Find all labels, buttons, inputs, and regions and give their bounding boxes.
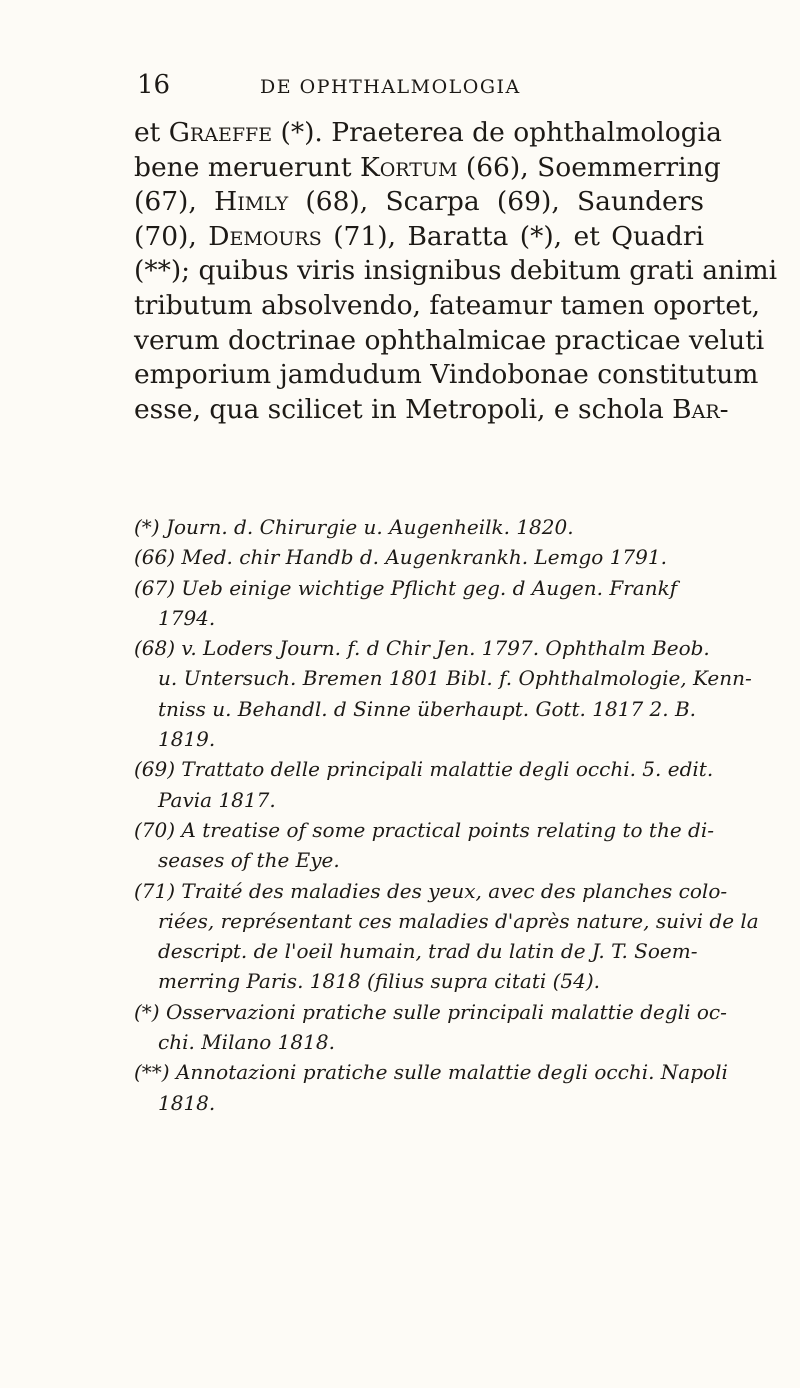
body-line-part: (**); quibus viris insignibus debitum grati animi (134, 255, 778, 287)
body-line-part: (70), (134, 220, 209, 252)
body-line-part: Himly (214, 186, 289, 218)
footnote-line: (66) Med. chir Handb d. Augenkrankh. Lemgo 1791. (134, 545, 667, 570)
body-line-part: Demours (208, 220, 322, 252)
footnote-line: 1794. (158, 605, 216, 630)
body-line-part: (67), (134, 186, 215, 218)
body-line (134, 393, 729, 428)
footnote-line: (**) Annotazioni pratiche sulle malattie degli occhi. Napoli (134, 1060, 728, 1085)
body-line-part: (66), Soemmerring (457, 151, 721, 183)
body-line-part: (68), Scarpa (69), Saunders (288, 186, 705, 218)
body-line-part: Graeffe (168, 117, 273, 148)
footnote-line: 1819. (158, 727, 216, 752)
body-line (134, 358, 759, 393)
body-line-part: esse, qua scilicet in Metropoli, e schola (134, 393, 673, 425)
footnote-line: 1818. (158, 1090, 216, 1115)
body-line (134, 185, 704, 220)
body-text (134, 116, 778, 427)
footnote-line: descript. de l'oeil humain, trad du latin de J. T. Soem- (158, 939, 698, 964)
body-line (134, 254, 778, 289)
body-line-part: (*). Praeterea de ophthalmologia (272, 117, 722, 148)
footnote-line: merring Paris. 1818 (filius supra citati (54). (158, 969, 601, 994)
body-line (134, 220, 704, 255)
body-line-part: Kortum (359, 151, 458, 183)
body-line-part: Bar- (672, 393, 729, 425)
body-line-part: tributum absolvendo, fateamur tamen oportet, (134, 289, 761, 321)
footnote-line: riées, représentant ces maladies d'après nature, suivi de la (158, 908, 759, 933)
running-head: DE OPHTHALMOLOGIA (260, 76, 521, 98)
body-line-part: emporium jamdudum Vindobonae constitutum (134, 359, 759, 391)
footnotes (134, 512, 759, 1118)
footnote-line: seases of the Eye. (158, 848, 340, 873)
footnote-line: (69) Trattato delle principali malattie degli occhi. 5. edit. (134, 757, 714, 782)
footnote-line: Pavia 1817. (158, 787, 276, 812)
footnote-line: (*) Osservazioni pratiche sulle principali malattie degli oc- (134, 999, 727, 1024)
body-line (134, 289, 761, 324)
footnote-line: (71) Traité des maladies des yeux, avec des planches colo- (134, 878, 728, 903)
footnote-line: chi. Milano 1818. (158, 1030, 335, 1055)
footnote-line: (68) v. Loders Journ. f. d Chir Jen. 1797. Ophthalm Beob. (134, 636, 710, 661)
footnote-line: u. Untersuch. Bremen 1801 Bibl. f. Ophthalmologie, Kenn- (158, 666, 752, 691)
footnote-line: (*) Journ. d. Chirurgie u. Augenheilk. 1820. (134, 515, 574, 539)
footnote-line: tniss u. Behandl. d Sinne überhaupt. Gott. 1817 2. B. (158, 696, 697, 721)
body-line-part: et (134, 117, 169, 148)
footnote-line: (67) Ueb einige wichtige Pflicht geg. d Augen. Frankf (134, 575, 678, 600)
body-line (134, 324, 765, 359)
body-line-part: verum doctrinae ophthalmicae practicae veluti (134, 324, 765, 356)
page-header (137, 70, 697, 110)
body-line (134, 151, 721, 186)
body-line-part: (71), Baratta (*), et Quadri (321, 220, 704, 252)
footnote-line: (70) A treatise of some practical points relating to the di- (134, 817, 714, 842)
page-number: 16 (137, 70, 171, 100)
body-line (134, 116, 722, 151)
body-line-part: bene meruerunt (134, 151, 360, 183)
